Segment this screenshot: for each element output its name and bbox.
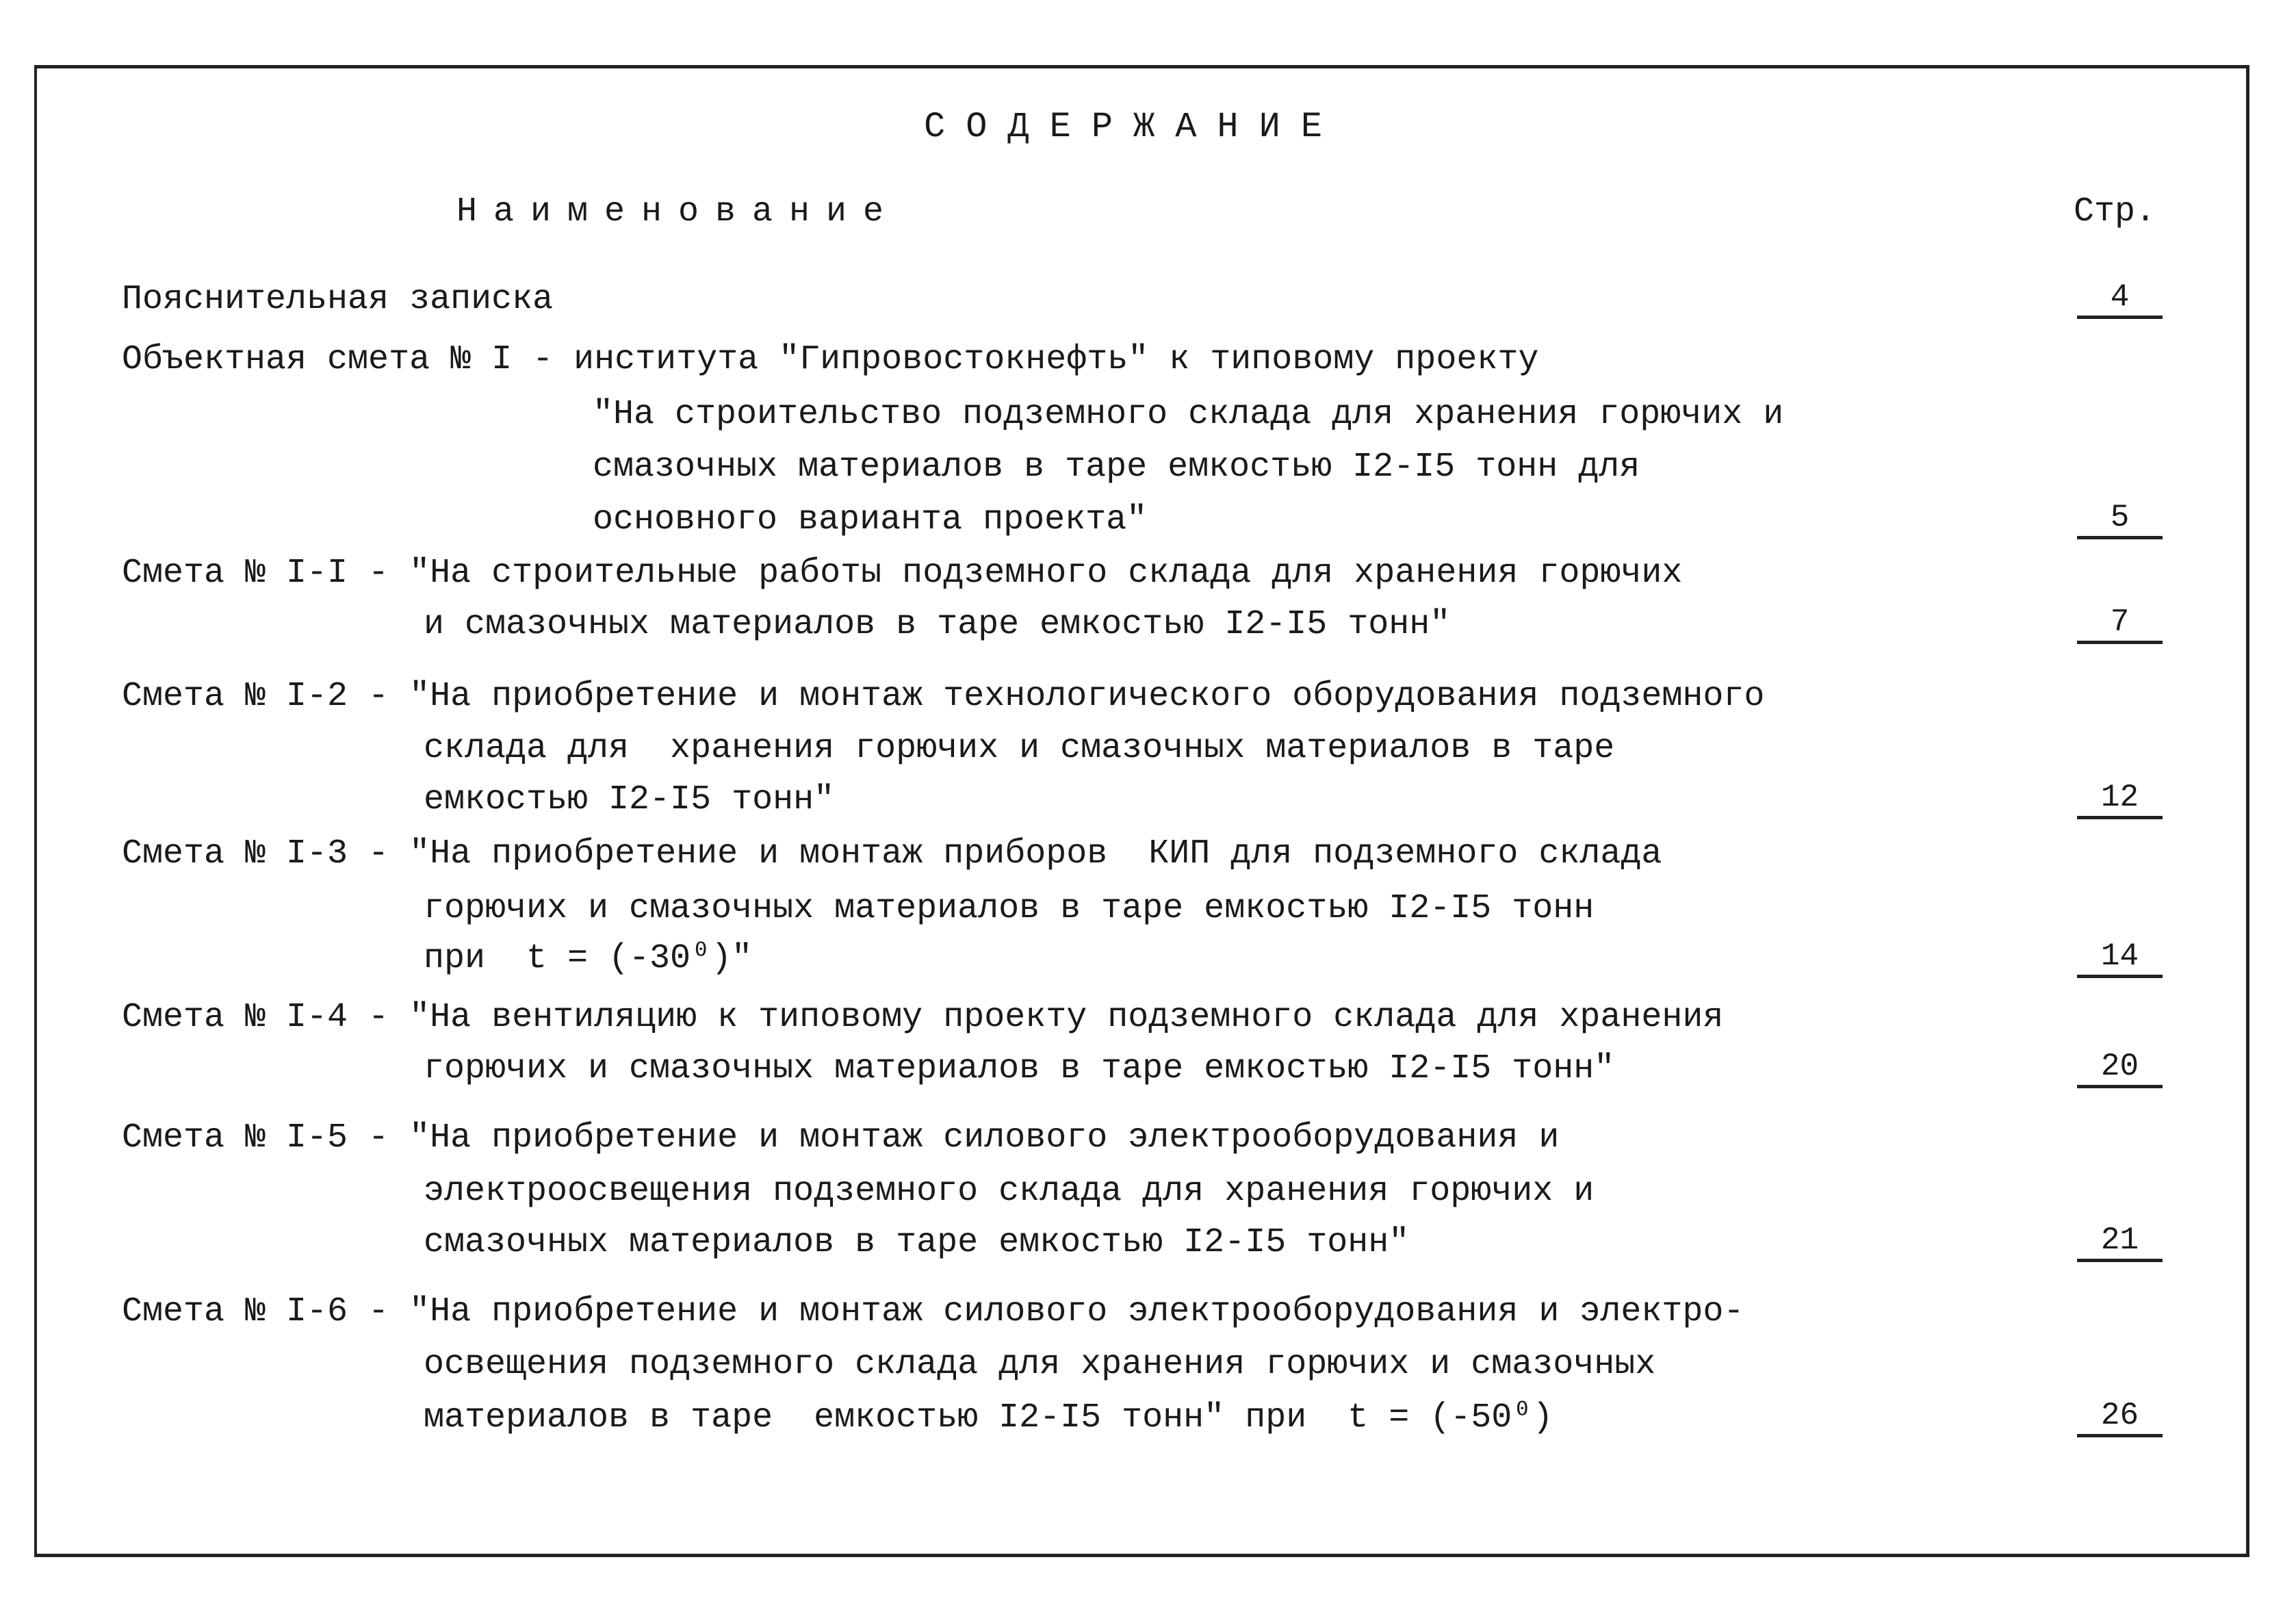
toc-entry-title: Смета № I-4 - "На вентиляцию к типовому проекту подземного склада для хранения [122, 998, 1724, 1037]
toc-entry-title: Смета № I-5 - "На приобретение и монтаж силового электрооборудования и [122, 1118, 1560, 1157]
toc-entry-line: материалов в таре емкостью I2-I5 тонн" при t = (-50⁰) [424, 1398, 1553, 1437]
column-header-name: Наименование [456, 192, 901, 231]
toc-entry-line: освещения подземного склада для хранения горючих и смазочных [424, 1345, 1656, 1384]
toc-entry-title: Пояснительная записка [122, 280, 554, 319]
toc-entry-line: смазочных материалов в таре емкостью I2-I5 тонн для [593, 448, 1640, 487]
toc-entry-line: склада для хранения горючих и смазочных материалов в таре [424, 729, 1615, 768]
toc-page-number: 5 [2077, 502, 2163, 539]
toc-entry-line: при t = (-30⁰)" [424, 939, 753, 978]
toc-entry-line: смазочных материалов в таре емкостью I2-I5 тонн" [424, 1223, 1410, 1262]
toc-entry-line: емкостью I2-I5 тонн" [424, 780, 835, 819]
toc-page-number: 20 [2077, 1051, 2163, 1088]
toc-entry-line: "На строительство подземного склада для хранения горючих и [593, 395, 1784, 434]
toc-page-number: 14 [2077, 940, 2163, 978]
toc-entry-line: основного варианта проекта" [593, 500, 1148, 539]
toc-page-number: 12 [2077, 782, 2163, 819]
toc-entry-line: и смазочных материалов в таре емкостью I2-I5 тонн" [424, 605, 1451, 644]
column-header-page: Стр. [2074, 192, 2156, 231]
toc-page-number: 4 [2077, 281, 2163, 319]
toc-page-number: 7 [2077, 606, 2163, 644]
toc-page-number: 26 [2077, 1400, 2163, 1437]
toc-entry-line: горючих и смазочных материалов в таре емкостью I2-I5 тонн [424, 889, 1595, 928]
toc-entry-title: Объектная смета № I - института "Гипровостокнефть" к типовому проекту [122, 340, 1539, 379]
toc-entry-title: Смета № I-2 - "На приобретение и монтаж технологического оборудования подземного [122, 677, 1765, 716]
toc-page-number: 21 [2077, 1224, 2163, 1262]
toc-entry-title: Смета № I-3 - "На приобретение и монтаж приборов КИП для подземного склада [122, 834, 1662, 873]
toc-entry-line: электроосвещения подземного склада для хранения горючих и [424, 1172, 1595, 1211]
toc-entry-line: горючих и смазочных материалов в таре емкостью I2-I5 тонн" [424, 1049, 1615, 1088]
toc-entry-title: Смета № I-6 - "На приобретение и монтаж силового электрооборудования и электро- [122, 1292, 1744, 1331]
toc-entry-title: Смета № I-I - "На строительные работы подземного склада для хранения горючих [122, 554, 1683, 593]
page-title: СОДЕРЖАНИЕ [924, 107, 1343, 147]
